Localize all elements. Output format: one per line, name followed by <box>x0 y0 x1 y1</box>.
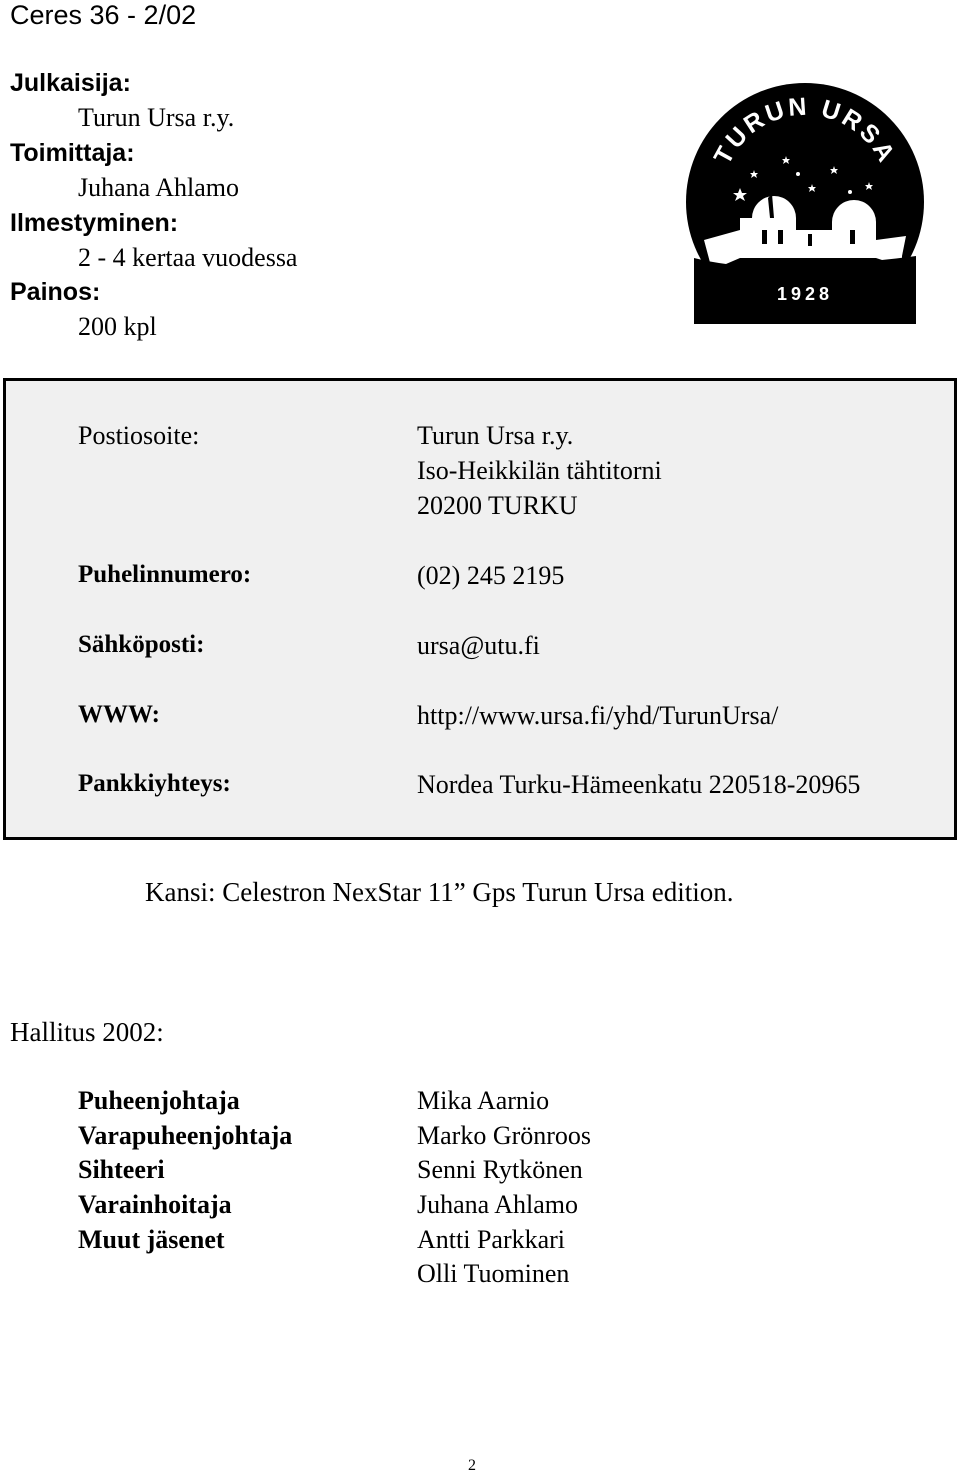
board-role: Varapuheenjohtaja <box>78 1121 293 1150</box>
board-role: Muut jäsenet <box>78 1225 225 1254</box>
page-header-title: Ceres 36 - 2/02 <box>10 0 197 30</box>
cover-caption: Kansi: Celestron NexStar 11” Gps Turun Ursa edition. <box>145 877 734 907</box>
frequency-label: Ilmestyminen: <box>10 209 179 237</box>
publisher-value: Turun Ursa r.y. <box>78 103 235 132</box>
email-link[interactable]: ursa@utu.fi <box>417 631 540 660</box>
board-member: Senni Rytkönen <box>417 1155 583 1184</box>
svg-text:1928: 1928 <box>776 284 834 304</box>
address-line-1: Turun Ursa r.y. <box>417 421 574 450</box>
phone-label: Puhelinnumero: <box>78 561 252 588</box>
bank-value: Nordea Turku-Hämeenkatu 220518-20965 <box>417 770 861 799</box>
board-member: Marko Grönroos <box>417 1121 592 1150</box>
board-role: Varainhoitaja <box>78 1190 232 1219</box>
editor-value: Juhana Ahlamo <box>78 173 240 202</box>
frequency-value: 2 - 4 kertaa vuodessa <box>78 243 298 272</box>
print-run-value: 200 kpl <box>78 312 157 341</box>
print-run-label: Painos: <box>10 278 101 306</box>
address-line-3: 20200 TURKU <box>417 491 578 520</box>
observatory-logo-icon <box>682 80 928 324</box>
email-label: Sähköposti: <box>78 631 205 658</box>
address-line-2: Iso-Heikkilän tähtitorni <box>417 456 662 485</box>
board-title: Hallitus 2002: <box>10 1017 164 1047</box>
address-label: Postiosoite: <box>78 421 200 450</box>
phone-value: (02) 245 2195 <box>417 561 565 590</box>
board-role: Sihteeri <box>78 1155 165 1184</box>
board-member: Olli Tuominen <box>417 1259 570 1288</box>
page-number: 2 <box>468 1457 476 1474</box>
bank-label: Pankkiyhteys: <box>78 770 231 797</box>
board-member: Juhana Ahlamo <box>417 1190 579 1219</box>
board-role: Puheenjohtaja <box>78 1086 240 1115</box>
editor-label: Toimittaja: <box>10 139 135 167</box>
board-member: Antti Parkkari <box>417 1225 566 1254</box>
www-label: WWW: <box>78 701 160 728</box>
www-link[interactable]: http://www.ursa.fi/yhd/TurunUrsa/ <box>417 701 779 730</box>
svg-text:TURUN URSA: TURUN URSA <box>708 92 902 169</box>
board-member: Mika Aarnio <box>417 1086 550 1115</box>
publisher-label: Julkaisija: <box>10 69 131 97</box>
